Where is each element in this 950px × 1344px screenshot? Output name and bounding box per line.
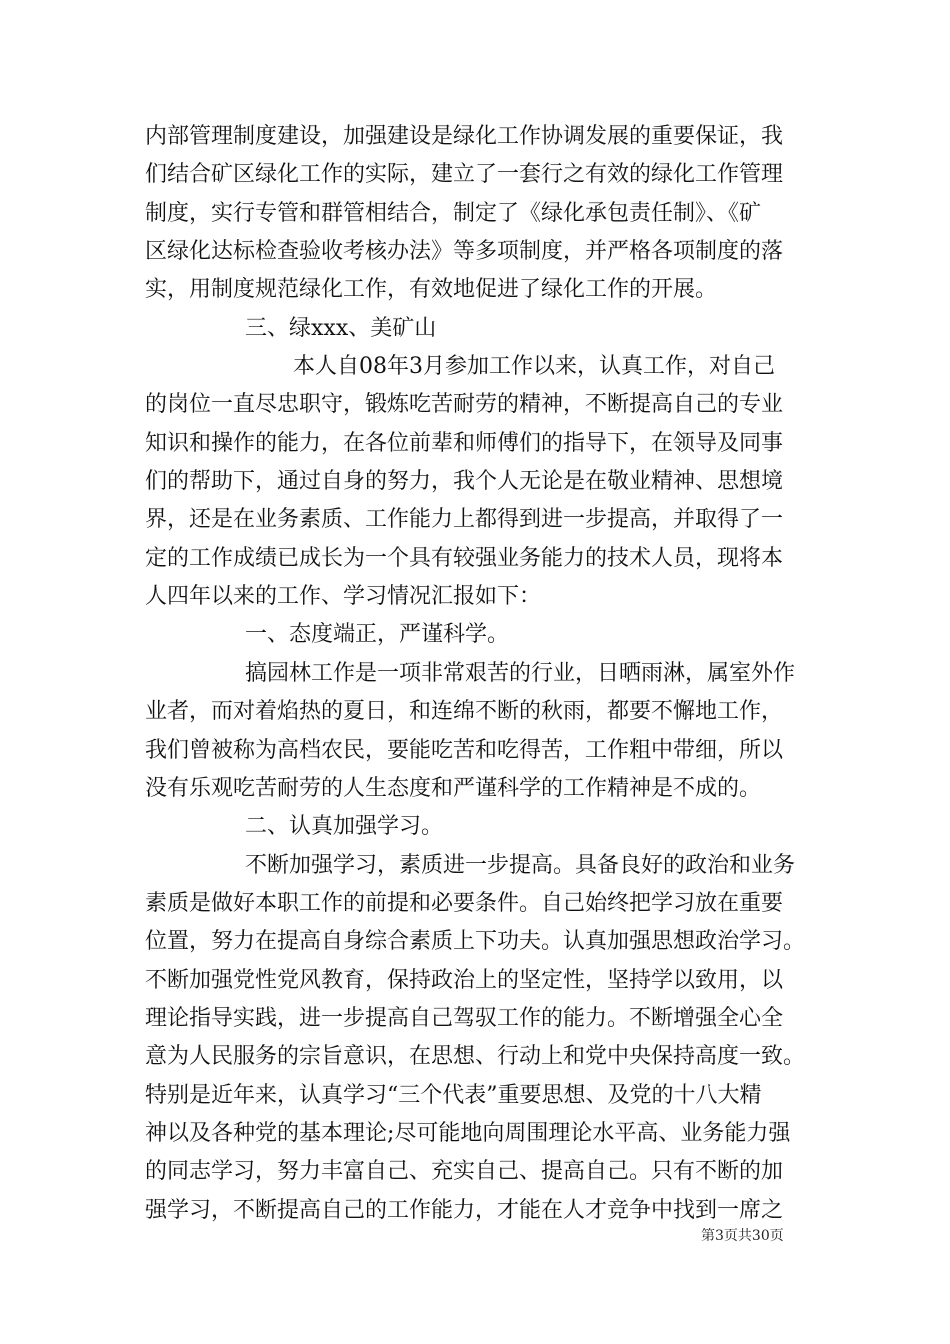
section-heading: 一、态度端正，严谨科学。 <box>245 622 510 648</box>
text-line: 没有乐观吃苦耐劳的人生态度和严谨科学的工作精神是不成的。 <box>145 775 762 801</box>
text-line: 我们曾被称为高档农民，要能吃苦和吃得苦，工作粗中带细，所以 <box>145 737 784 763</box>
page-number: 第3页共30页 <box>701 1228 784 1244</box>
section-heading: 三、绿xxx、美矿山 <box>245 315 437 341</box>
text-line: 知识和操作的能力，在各位前辈和师傅们的指导下，在领导及同事 <box>145 430 784 456</box>
text-line: 的岗位一直尽忠职守，锻炼吃苦耐劳的精神，不断提高自己的专业 <box>145 392 784 418</box>
section-heading: 二、认真加强学习。 <box>245 814 444 840</box>
text-line: 位置，努力在提高自身综合素质上下功夫。认真加强思想政治学习。 <box>145 929 806 955</box>
text-line: 业者，而对着焰热的夏日，和连绵不断的秋雨，都要不懈地工作， <box>145 699 784 725</box>
text-line: 不断加强学习，素质进一步提高。具备良好的政治和业务 <box>245 852 796 878</box>
text-line: 界，还是在业务素质、工作能力上都得到进一步提高，并取得了一 <box>145 507 784 533</box>
text-line: 强学习，不断提高自己的工作能力，才能在人才竞争中找到一席之 <box>145 1197 784 1223</box>
text-line: 制度，实行专管和群管相结合，制定了《绿化承包责任制》、《矿 <box>145 200 762 226</box>
text-line: 神以及各种党的基本理论;尽可能地向周围理论水平高、业务能力强 <box>145 1120 791 1146</box>
text-line: 素质是做好本职工作的前提和必要条件。自己始终把学习放在重要 <box>145 890 784 916</box>
text-line: 们结合矿区绿化工作的实际，建立了一套行之有效的绿化工作管理 <box>145 162 784 188</box>
text-line: 区绿化达标检查验收考核办法》等多项制度，并严格各项制度的落 <box>145 239 784 265</box>
text-line: 的同志学习，努力丰富自己、充实自己、提高自己。只有不断的加 <box>145 1159 784 1185</box>
text-line: 人四年以来的工作、学习情况汇报如下： <box>145 584 542 610</box>
text-line: 不断加强党性党风教育，保持政治上的坚定性，坚持学以致用，以 <box>145 967 784 993</box>
text-line: 内部管理制度建设，加强建设是绿化工作协调发展的重要保证，我 <box>145 124 784 149</box>
text-line: 们的帮助下，通过自身的努力，我个人无论是在敬业精神、思想境 <box>145 469 784 495</box>
text-line: 定的工作成绩已成长为一个具有较强业务能力的技术人员，现将本 <box>145 545 784 571</box>
text-line: 实，用制度规范绿化工作，有效地促进了绿化工作的开展。 <box>145 277 718 303</box>
body-text <box>145 118 805 1230</box>
text-line: 理论指导实践，进一步提高自己驾驭工作的能力。不断增强全心全 <box>145 1005 784 1031</box>
text-line: 本人自08年3月参加工作以来，认真工作，对自己 <box>293 354 775 380</box>
text-line: 特别是近年来，认真学习“三个代表”重要思想、及党的十八大精 <box>145 1082 762 1108</box>
text-line: 意为人民服务的宗旨意识，在思想、行动上和党中央保持高度一致。 <box>145 1044 806 1070</box>
text-line: 搞园林工作是一项非常艰苦的行业，日晒雨淋，属室外作 <box>245 660 796 686</box>
